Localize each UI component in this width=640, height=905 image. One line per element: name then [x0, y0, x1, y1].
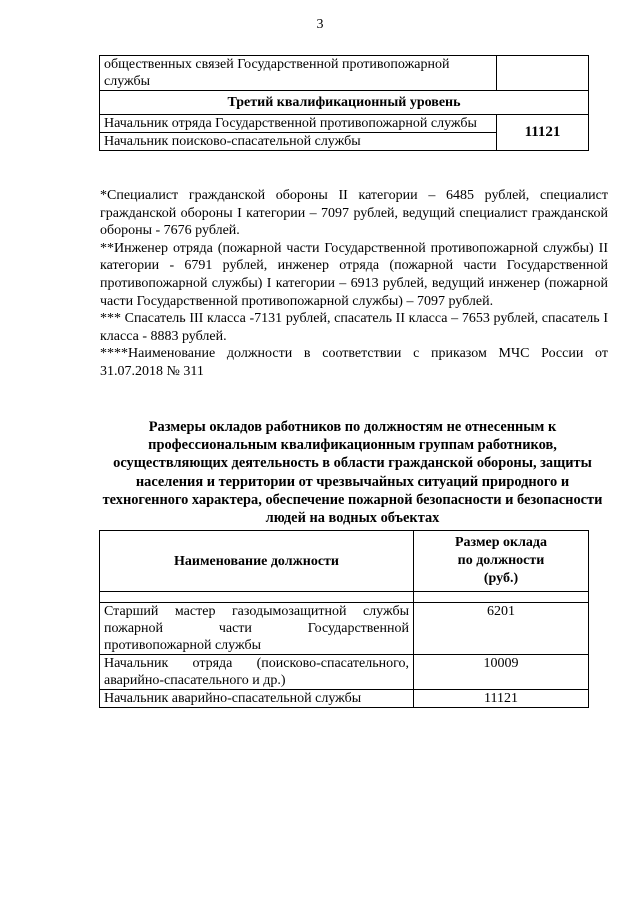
- position-cell: Начальник отряда Государственной противопожарной службы: [100, 115, 497, 133]
- section-title: Размеры окладов работников по должностям не отнесенным к профессиональным квалификационным группам работников, осуществляющих деятельность в области гражданской обороны, защиты населения и территории от чрезвычайных ситуаций природного и техногенного характера, обеспечение пожарной безопасности и безопасности людей на водных объектах: [102, 419, 603, 527]
- position-cell: Начальник аварийно-спасательной службы: [100, 690, 414, 708]
- footnote: ****Наименование должности в соответствии с приказом МЧС России от 31.07.2018 № 311: [100, 346, 608, 379]
- table-header-row: [100, 531, 589, 592]
- empty-cell: [414, 592, 589, 603]
- column-header-position: Наименование должности: [100, 531, 414, 592]
- table-row-empty: [100, 592, 589, 603]
- salary-cell-empty: [497, 56, 589, 91]
- salary-cell: 11121: [497, 115, 589, 151]
- footnotes: [100, 187, 608, 381]
- header-line: по должности: [457, 553, 545, 568]
- position-cell: Начальник отряда (поисково-спасательного, аварийно-спасательного и др.): [100, 655, 414, 690]
- table-row: [100, 115, 589, 133]
- footnote: **Инженер отряда (пожарной части Государственной противопожарной службы) II категории - 6791 рублей, инженер отряда (пожарной части Государственной противопожарной службы) I категории – 6913 рублей, ведущий инженер (пожарной части Государственной противопожарной службы) – 7097 рублей.: [100, 240, 608, 309]
- table-row: [100, 91, 589, 115]
- qualification-table: [99, 55, 589, 151]
- table-row: [100, 690, 589, 708]
- salary-table: [99, 530, 589, 708]
- page-number: 3: [316, 17, 324, 32]
- column-header-salary: [414, 531, 589, 592]
- footnote: *Специалист гражданской обороны II категории – 6485 рублей, специалист гражданской обороны I категории – 7097 рублей, ведущий специалист гражданской обороны - 7676 рублей.: [100, 188, 608, 239]
- header-line: (руб.): [483, 571, 519, 586]
- position-cell: Старший мастер газодымозащитной службы пожарной части Государственной противопожарной службы: [100, 603, 414, 655]
- table-row: [100, 655, 589, 690]
- position-cell: общественных связей Государственной противопожарной службы: [100, 56, 497, 91]
- salary-cell: 6201: [414, 603, 589, 655]
- empty-cell: [100, 592, 414, 603]
- level-header: Третий квалификационный уровень: [100, 91, 589, 115]
- salary-cell: 10009: [414, 655, 589, 690]
- header-line: Размер оклада: [454, 535, 548, 550]
- table-row: [100, 603, 589, 655]
- salary-cell: 11121: [414, 690, 589, 708]
- position-cell: Начальник поисково-спасательной службы: [100, 133, 497, 151]
- table-row: [100, 56, 589, 91]
- footnote: *** Спасатель III класса -7131 рублей, спасатель II класса – 7653 рублей, спасатель I класса - 8883 рублей.: [100, 311, 608, 344]
